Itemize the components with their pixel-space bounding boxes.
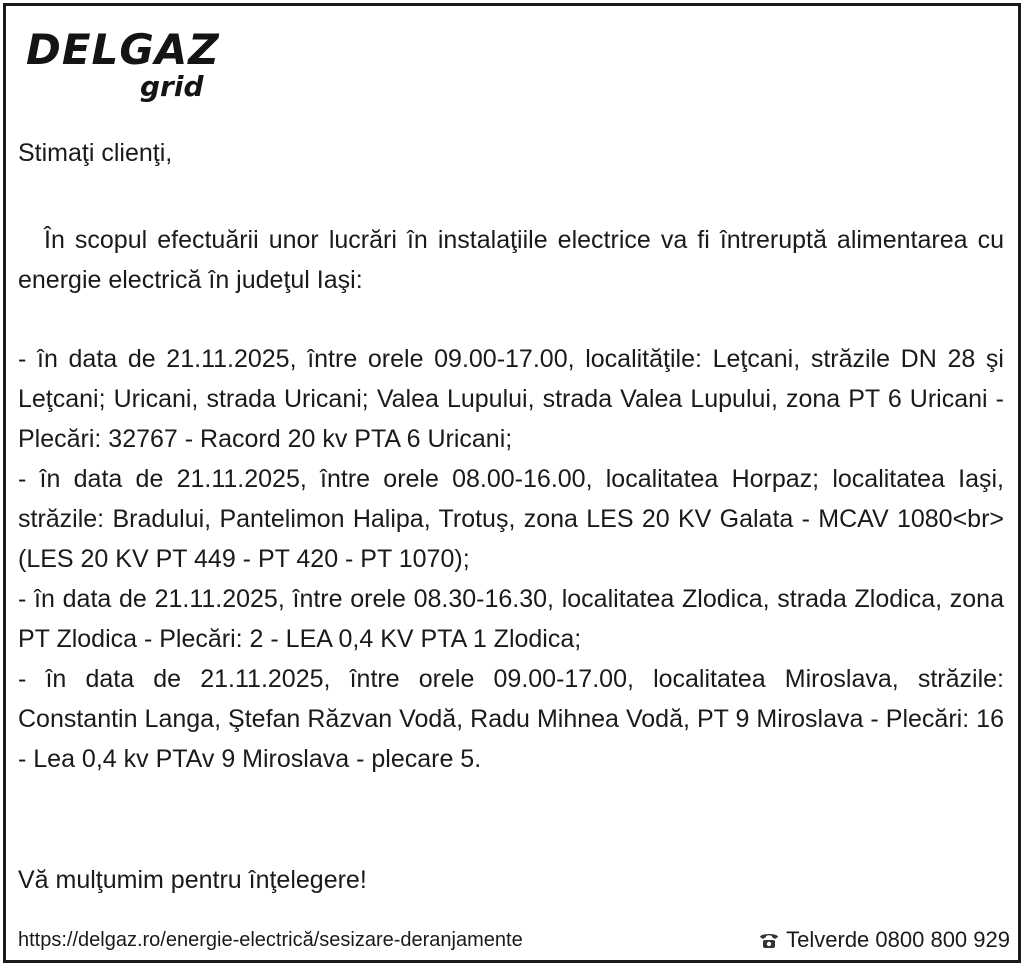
outage-item: - în data de 21.11.2025, între orele 09.00-17.00, localitatea Miroslava, străzile: Constantin Langa, Ştefan Răzvan Vodă, Radu Mihnea Vodă, PT 9 Miroslava - Plecări: 16 - Lea 0,4 kv PTAv 9 Miroslava - plecare 5. xyxy=(18,665,1004,773)
outage-item: - în data de 21.11.2025, între orele 09.00-17.00, localităţile: Leţcani, străzile DN 28 şi Leţcani; Uricani, strada Uricani; Valea Lupului, strada Valea Lupului, zona PT 6 Uricani - Plecări: 32767 - Racord 20 kv PTA 6 Uricani; xyxy=(18,345,1004,453)
footer-phone xyxy=(758,926,1010,954)
logo-brand: DELGAZ xyxy=(26,25,220,74)
footer-url[interactable]: https://delgaz.ro/energie-electrică/sesizare-deranjamente xyxy=(18,929,523,951)
notice-body xyxy=(18,220,1004,779)
phone-icon xyxy=(758,931,780,949)
greeting: Stimaţi clienţi, xyxy=(18,139,173,167)
thanks-line: Vă mulţumim pentru înţelegere! xyxy=(18,866,367,894)
delgaz-grid-logo xyxy=(26,26,226,108)
phone-label: Telverde 0800 800 929 xyxy=(786,927,1010,952)
intro-paragraph: În scopul efectuării unor lucrări în instalaţiile electrice va fi întreruptă alimentarea cu energie electrică în judeţul Iaşi: xyxy=(18,226,1004,294)
outage-list xyxy=(18,339,1004,779)
outage-item: - în data de 21.11.2025, între orele 08.30-16.30, localitatea Zlodica, strada Zlodica, zona PT Zlodica - Plecări: 2 - LEA 0,4 KV PTA 1 Zlodica; xyxy=(18,585,1004,653)
outage-item: - în data de 21.11.2025, între orele 08.00-16.00, localitatea Horpaz; localitatea Iaşi, străzile: Bradului, Pantelimon Halipa, Trotuş, zona LES 20 KV Galata - MCAV 1080<br>(LES 20 KV PT 449 - PT 420 - PT 1070); xyxy=(18,465,1004,573)
logo-sub: grid xyxy=(140,70,204,103)
